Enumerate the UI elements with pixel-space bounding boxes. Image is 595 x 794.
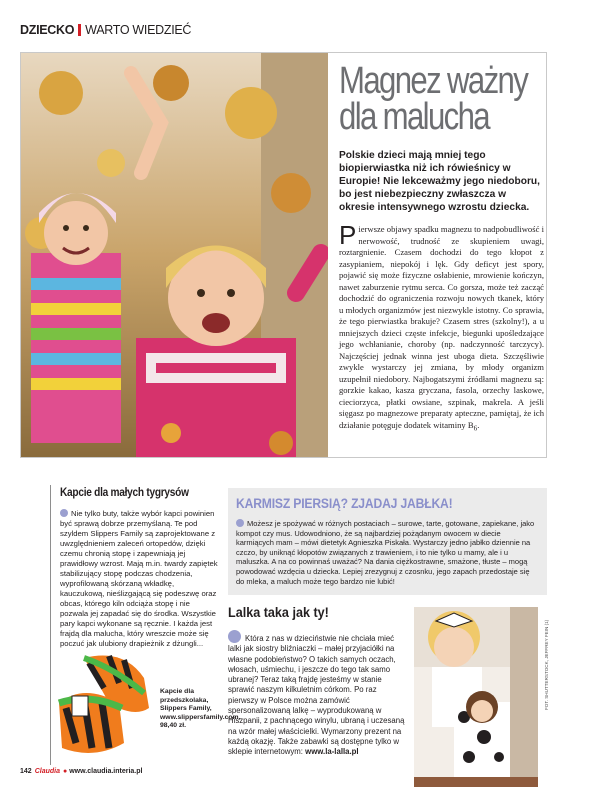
article-headline — [339, 60, 544, 138]
karmisz-text-para — [236, 519, 539, 586]
section-label: DZIECKO — [20, 23, 75, 37]
subsection-label: WARTO WIEDZIEĆ — [85, 23, 192, 37]
kapcie-box — [50, 487, 220, 649]
kapcie-title: Kapcie dla małych tygrysów — [60, 487, 189, 499]
page-number: 142 — [20, 768, 32, 775]
headline-line-2: dla malucha — [339, 96, 489, 138]
footer-url[interactable]: www.claudia.interia.pl — [69, 768, 143, 775]
kapcie-text: Nie tylko buty, także wybór kapci powinien być sprawą dobrze przemyślaną. Te pod szyldem Slippers Family są zaprojektowane z uwzględnieniem zaleceń ortopedów, dzięki czemu chronią stopę i zapewniają jej prawidłowy wzrost. Mają m.in. twardy zapiętek stabilizujący stopę podczas chodzenia, wyprofilowaną skórzaną wkładkę, kauczukową, nieślizgającą się podeszwę oraz obcas, którego kiln odciąża stopę i nie pozwala jej zapadać się do środka. Wszystkie pary kapci wykonane są ręcznie. I każda jest frajdą dla malucha, który wreszcie może się poczuć jak ulubiony drapieżnik z dżungli... — [60, 509, 218, 648]
karmisz-title: KARMISZ PIERSIĄ? ZJADAJ JABŁKA! — [236, 496, 453, 511]
lalka-title: Lalka taka jak ty! — [228, 604, 329, 620]
girl-with-doll-photo — [414, 607, 538, 787]
lalka-article — [228, 604, 406, 758]
magazine-brand: Claudia — [34, 768, 60, 775]
footer-bullet-icon: ● — [62, 768, 68, 775]
article-body-end: . — [477, 419, 480, 430]
photo-credit: FOT. SHUTTERSTOCK, JEFFREY FEIN (1) — [544, 619, 549, 710]
feature-article — [20, 52, 547, 458]
girl-doll-illustration — [414, 607, 538, 787]
article-lead: Polskie dzieci mają mniej tego biopierwiastka niż ich rówieśnicy w Europie! Nie lekceważmy jego niedoboru, bo jest niebezpieczny zwłaszcza w okresie intensywnego wzrostu dziecka. — [339, 150, 540, 213]
drop-cap: P — [339, 220, 357, 250]
feature-text-column — [339, 53, 544, 457]
children-photo-illustration — [21, 53, 328, 457]
page-footer — [20, 768, 142, 775]
article-body — [339, 220, 544, 435]
kapcie-text-para — [60, 509, 220, 649]
vitamin-subscript: 6 — [473, 424, 478, 433]
bullet-icon — [236, 519, 244, 527]
article-body-text: ierwsze objawy spadku magnezu to nadpobudliwość i nerwowość, trudność ze skupieniem uwagi, roztargnienie. Czasem dochodzi do tego kłopot z zasypianiem, niepokój i lęk. Gdy deficyt jest spory, pojawić się może fizyczne osłabienie, mrowienie kończyn, nawet zaburzenie rytmu serca. Co gorsza, może też zacząć dochodzić do ograniczenia rozwoju nowych tkanek, który u młodych organizmów jest niezwykle istotny. Co sprawia, że tego pierwiastka brakuje? Czasem stres (szkolny!), a u mniejszych dzieci częste infekcje, biegunki upośledzające jego wchłanianie, choroby (np. nadczynność tarczycy). Najczęściej jednak winna jest uboga dieta. Szczęśliwie zwykle wystarczy jej zmiana, by młody organizm uzupełnił niedobory. Najbogatszymi źródłami magnezu są: gorzkie kakao, kasza gryczana, fasola, orzechy laskowe, cieciorzyca, płatki owsiane, szpinak, makrela. A jeśli sięgasz po magnezowe preparaty apteczne, pamiętaj, że ich działanie potęguje dodatek witaminy B — [339, 224, 544, 430]
tiger-slippers-image — [54, 648, 154, 763]
lalka-text: Która z nas w dzieciństwie nie chciała mieć lalki jak siostry bliźniaczki – małej przyjaciółki na własne podobieństwo? O takich samych oczach, włosach, uśmiechu, i jeszcze do tego tak samo ubranej? Teraz taką frajdę jesteśmy w stanie sprawić naszym kilkuletnim córkom. Po raz pierwszy w Polsce można zamówić spersonalizowaną lalkę – wyprodukowaną w Hiszpanii, z pachnącego winylu, ubraną i uczesaną na wzór małej właścicielki. Wymarzony prezent na każdą okazję. Także zabawki są dostępne tylko w sklepie internetowym: — [228, 634, 405, 757]
section-header — [20, 22, 191, 38]
kapcie-caption: Kapcie dla przedszkolaka, Slippers Family, www.slippersfamily.com, 98,40 zł. — [160, 688, 241, 730]
karmisz-text: Możesz je spożywać w różnych postaciach – surowe, tarte, gotowane, zapiekane, jako kompot czy mus. Udowodniono, że są najbardziej pożądanym owocem w diecie karmiących mam – mówi dietetyk Agnieszka Piskała. Wystarczy jedno jabłko dziennie na czczo, by uniknąć kłopotów związanych z trawieniem, i to nie tylko u mamy, ale i u maluszka. A na co powinnaś uważać? Na dania ciężkostrawne, smażone, tłuste – mogą powodować wzdęcia u dziecka. Lepiej zrezygnuj z czosnku, jego zapach przedostaje się do mleka, a maluch może tego bardzo nie lubić! — [236, 519, 535, 586]
lalka-text-para — [228, 630, 406, 758]
children-autumn-photo — [21, 53, 328, 457]
bullet-icon — [228, 630, 241, 643]
bullet-icon — [60, 509, 68, 517]
lalka-url[interactable]: www.la-lalla.pl — [305, 747, 359, 757]
headline-line-1: Magnez ważny — [339, 60, 528, 102]
header-divider — [78, 24, 81, 36]
karmisz-box — [228, 488, 547, 595]
